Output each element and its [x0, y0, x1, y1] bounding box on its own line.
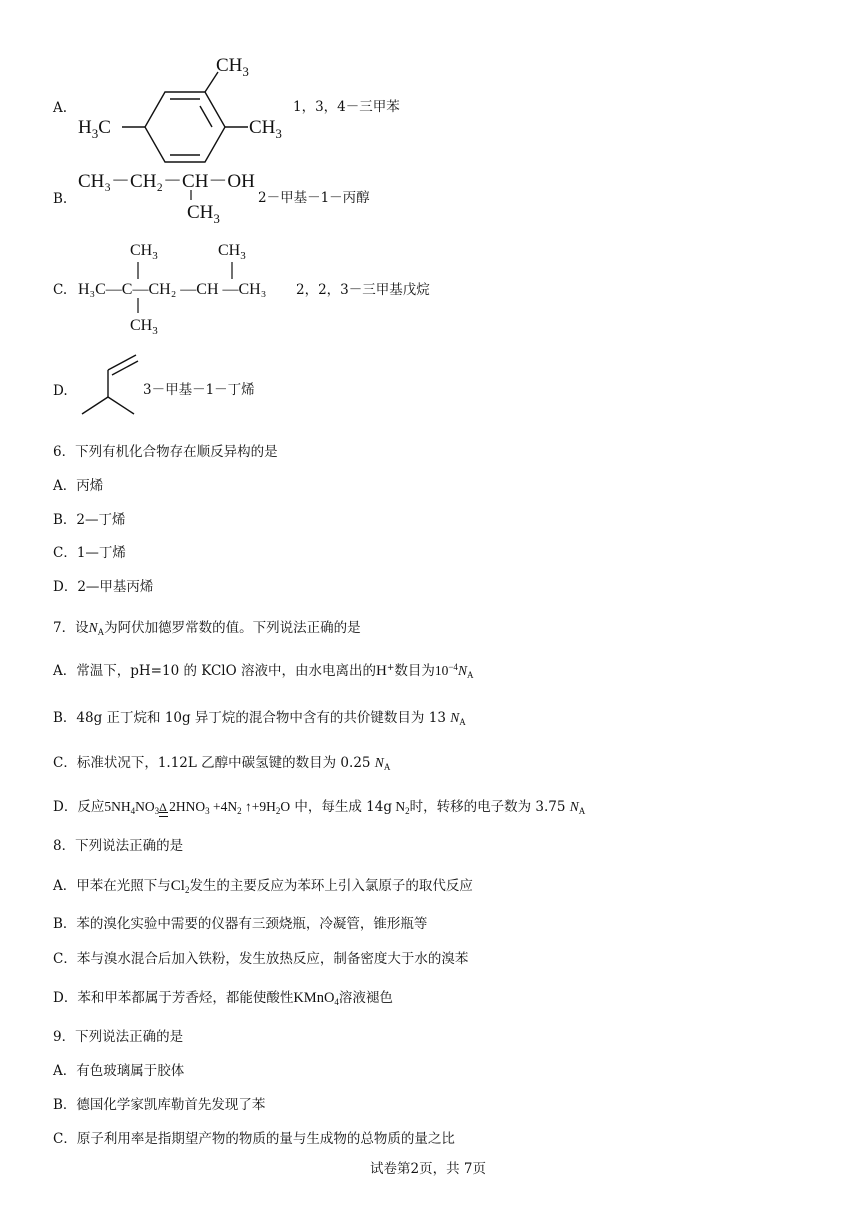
h-ion: H	[375, 663, 387, 679]
option-text: B．48g 正丁烷和 10g 异丁烷的混合物中含有的共价键数目为 13	[53, 710, 446, 726]
q8-option-b: B．苯的溴化实验中需要的仪器有三颈烧瓶，冷凝管，锥形瓶等	[53, 916, 428, 932]
page-footer: 试卷第2页，共 7页	[370, 1161, 486, 1177]
na-sub: A	[459, 717, 466, 727]
kmno4-sub: 4	[334, 997, 339, 1007]
ch3-right-label	[249, 117, 282, 141]
ch3-text: CH	[187, 202, 214, 223]
option-d-name: 3－甲基－1－丁烯	[143, 382, 255, 398]
n2: N	[395, 799, 406, 814]
q6-option-c: C．1—丁烯	[53, 545, 126, 561]
option-text: A．常温下，pH=10 的 KClO 溶液中，由水电离出的	[53, 663, 376, 679]
option-c-ch3-top2	[218, 242, 246, 262]
stem-pre: 7．设	[53, 620, 89, 636]
option-b-letter: B.	[53, 191, 68, 207]
benzene-ring-structure	[122, 72, 248, 162]
stem-post: 为阿伏加德罗常数的值。下列说法正确的是	[104, 620, 361, 636]
eq-sub: 2	[237, 806, 242, 816]
na-sub: A	[97, 627, 105, 637]
h-sup: +	[386, 663, 395, 673]
option-b-ch3	[187, 202, 220, 226]
option-d-letter: D.	[53, 383, 68, 399]
na-symbol: N	[374, 755, 384, 770]
eq-sub: 2	[275, 806, 281, 816]
ch3-right-text: CH	[249, 117, 276, 138]
eq-part: O	[280, 799, 291, 814]
ch3-sub: 3	[240, 250, 246, 262]
eq-sub: 4	[130, 806, 136, 816]
option-text: C．标准状况下，1.12L 乙醇中碳氢键的数目为 0.25	[53, 755, 371, 771]
na-sub: A	[466, 670, 474, 680]
c-text: C	[98, 117, 111, 138]
delta-symbol: Δ	[159, 800, 167, 814]
option-c-ch3-bottom	[130, 317, 158, 337]
q9-option-c: C．原子利用率是指期望产物的物质的量与生成物的总物质的量之比	[53, 1131, 455, 1147]
eq-sub: 3	[205, 806, 210, 816]
q8-option-a	[53, 879, 473, 894]
q7-option-c	[53, 756, 390, 771]
q6-option-b: B．2—丁烯	[53, 512, 126, 528]
q7-option-d	[53, 800, 585, 815]
q9-option-a: A．有色玻璃属于胶体	[53, 1063, 185, 1079]
q6-option-a: A．丙烯	[53, 478, 104, 494]
option-b-formula: CH₃－CH₂－CH－OH	[78, 171, 255, 192]
q6-stem: 6．下列有机化合物存在顺反异构的是	[53, 444, 278, 460]
option-a-letter: A.	[53, 100, 68, 116]
eq-part: 2HNO	[169, 799, 206, 814]
q9-stem: 9．下列说法正确的是	[53, 1029, 184, 1045]
option-pre: A．甲苯在光照下与	[53, 878, 171, 894]
option-c-letter: C.	[53, 282, 68, 298]
na-symbol: N	[457, 663, 467, 678]
option-pre: D．反应	[53, 799, 105, 815]
option-b-name: 2－甲基－1－丙醇	[258, 190, 370, 206]
option-post: 时，转移的电子数为 3.75	[409, 799, 566, 815]
ch3-right-sub: 3	[275, 126, 282, 141]
eq-part: NO	[135, 799, 155, 814]
na-sub: A	[383, 762, 391, 772]
kmno4: KMnO	[293, 990, 335, 1006]
q9-option-b: B．德国化学家凯库勒首先发现了苯	[53, 1097, 266, 1113]
h3c-label	[78, 117, 111, 141]
h-text: H	[78, 117, 92, 138]
eq-part: 5NH	[104, 799, 131, 814]
ch3-text: CH	[218, 242, 241, 259]
skeletal-structure	[82, 355, 138, 414]
cl2: Cl	[170, 878, 185, 894]
na-symbol: N	[450, 710, 460, 725]
ten: 10	[434, 663, 449, 678]
gas-arrow: ↑	[244, 799, 252, 814]
na-symbol: N	[569, 799, 579, 814]
ch3-text: CH	[216, 55, 243, 76]
na-symbol: N	[88, 620, 98, 635]
na-sub: A	[578, 806, 586, 816]
ch3-sub: 3	[152, 250, 158, 262]
q8-option-d	[53, 991, 393, 1006]
q7-option-a	[53, 664, 473, 679]
eq-sub: 3	[154, 806, 160, 816]
q7-stem	[53, 621, 361, 636]
q8-option-c: C．苯与溴水混合后加入铁粉，发生放热反应，制备密度大于水的溴苯	[53, 951, 469, 967]
ch3-text: CH	[130, 317, 153, 334]
q8-stem: 8．下列说法正确的是	[53, 838, 184, 854]
cl2-sub: 2	[184, 885, 190, 895]
option-c-name: 2，2，3－三甲基戊烷	[296, 282, 430, 298]
ch3-label	[216, 55, 249, 79]
ch3-text: CH	[130, 242, 153, 259]
option-mid: 中，每生成 14g	[294, 799, 392, 815]
ch3-sub: 3	[152, 325, 158, 337]
option-pre: D．苯和甲苯都属于芳香烃，都能使酸性	[53, 990, 294, 1006]
option-a-name: 1，3，4－三甲苯	[293, 99, 400, 115]
option-post: 发生的主要反应为苯环上引入氯原子的取代反应	[189, 878, 473, 894]
h3-sub: 3	[91, 126, 99, 141]
n2-sub: 2	[405, 806, 410, 816]
ch3-sub: 3	[242, 64, 249, 79]
option-mid: 数目为	[394, 663, 435, 679]
option-c-ch3-top1	[130, 242, 158, 262]
option-c-main-chain: H₃C—C—CH₂ —CH —CH₃	[78, 281, 267, 298]
q7-option-b	[53, 711, 466, 726]
eq-part: +4N	[212, 799, 238, 814]
eq-part: +9H	[251, 799, 276, 814]
exponent: −4	[448, 662, 458, 672]
q6-option-d: D．2—甲基丙烯	[53, 579, 154, 595]
option-post: 溶液褪色	[338, 990, 393, 1006]
ch3-sub: 3	[213, 211, 220, 226]
